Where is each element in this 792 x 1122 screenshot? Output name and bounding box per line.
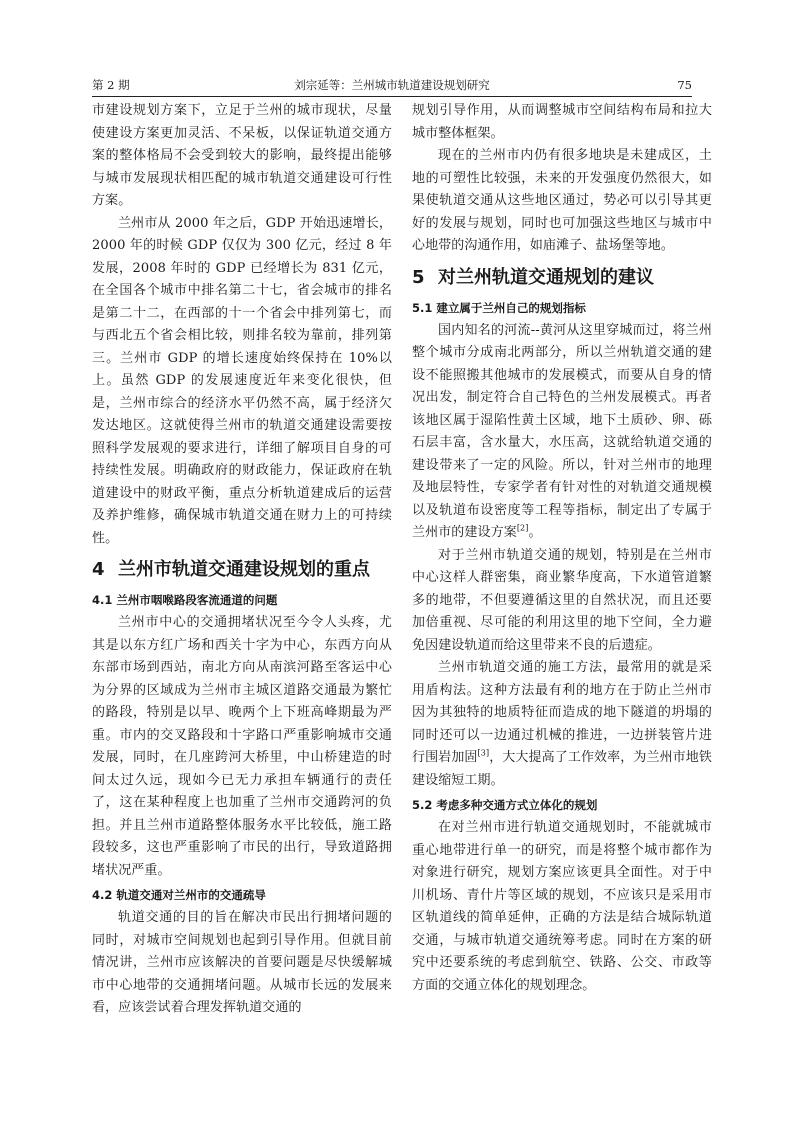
paragraph: 轨道交通的目的旨在解决市民出行拥堵问题的同时，对城市空间规划也起到引导作用。但就目前情况讲，兰州市应该解决的首要问题是尽快缓解城市中心地带的交通拥堵问题。从城市长远的发展来看，应该尝试着合理发挥轨道交通的 bbox=[92, 910, 392, 1015]
paragraph bbox=[412, 657, 712, 792]
paragraph: 兰州市从 2000 年之后，GDP 开始迅速增长，2000 年的时候 GDP 仅仅为 300 亿元，经过 8 年发展，2008 年时的 GDP 已经增长为 831 亿元，在全国各个城市中排名第二十七，省会城市的排名是第二十二，在西部的十一个省会中排列第七，而与西北五个省会相比较，则排名较为靠前，排列第三。兰州市 GDP 的增长速度始终保持在 10%以上。虽然 GDP 的发展速度近年来变化很快，但是，兰州市综合的经济水平仍然不高，属于经济欠发达地区。这就使得兰州市的轨道交通建设需要按照科学发展观的要求进行，详细了解项目自身的可持续性发展。明确政府的财政能力，保证政府在轨道建设中的财政平衡，重点分析轨道建成后的运营及养护维修，确保城市轨道交通在财力上的可持续性。 bbox=[92, 215, 392, 546]
paragraph: 对于兰州市轨道交通的规划，特别是在兰州市中心这样人群密集，商业繁华度高，下水道管道繁多的地带，不但要遵循这里的自然状况，而且还要加倍重视、尽可能的利用这里的地下空间，全力避免因建设轨道而给这里带来不良的后遗症。 bbox=[412, 547, 712, 653]
paragraph: 在对兰州市进行轨道交通规划时，不能就城市重心地带进行单一的研究，而是将整个城市都作为对象进行研究，规划方案应该更具全面性。对于中川机场、青什片等区域的规划，不应该只是采用市区轨道线的简单延伸，正确的方法是结合城际轨道交通，与城市轨道交通统筹考虑。同时在方案的研究中还要系统的考虑到航空、铁路、公交、市政等方面的交通立体化的规划理念。 bbox=[412, 820, 712, 993]
paragraph: 市建设规划方案下，立足于兰州的城市现状，尽量使建设方案更加灵活、不呆板，以保证轨道交通方案的整体格局不会受到较大的影响，最终提出能够与城市发展现状相匹配的城市轨道交通建设可行性方案。 bbox=[92, 103, 392, 208]
paragraph-text: 。 bbox=[528, 525, 542, 540]
citation-ref: [3] bbox=[477, 748, 490, 758]
subsection-heading-5-1: 5.1 建立属于兰州自己的规划指标 bbox=[412, 300, 586, 315]
page-number: 75 bbox=[677, 78, 692, 92]
header-divider bbox=[92, 96, 692, 97]
paragraph-text: 兰州市轨道交通的施工方法，最常用的就是采用盾构法。这种方法最有利的地方在于防止兰州市因为其独特的地质特征而造成的地下隧道的坍塌的同时还可以一边通过机械的推进，一边拼装管片进行围岩加固 bbox=[412, 660, 712, 765]
section-number: 5 bbox=[412, 266, 425, 288]
paragraph-text: ，大大提高了工作效率，为兰州市地铁建设缩短工期。 bbox=[412, 750, 712, 788]
paragraph-text: 国内知名的河流--黄河从这里穿城而过，将兰州整个城市分成南北两部分，所以兰州轨道交通的建设不能照搬其他城市的发展模式，而要从自身的情况出发，制定符合自己特色的兰州发展模式。再者该地区属于湿陷性黄土区域，地下土质砂、卵、砾石层丰富，含水量大，水压高，这就给轨道交通的建设带来了一定的风险。所以，针对兰州市的地理及地层特性，专家学者有针对性的对轨道交通规模以及轨道布设密度等工程等指标，制定出了专属于兰州市的建设方案 bbox=[412, 322, 712, 540]
subsection-heading-4-1: 4.1 兰州市咽喉路段客流通道的问题 bbox=[92, 593, 278, 607]
subsection-heading-4-2: 4.2 轨道交通对兰州市的交通疏导 bbox=[92, 888, 266, 902]
running-header bbox=[92, 76, 692, 94]
section-title: 兰州市轨道交通建设规划的重点 bbox=[118, 559, 370, 580]
section-number: 4 bbox=[92, 559, 105, 580]
subsection-heading-5-2: 5.2 考虑多种交通方式立体化的规划 bbox=[412, 798, 598, 812]
paragraph: 规划引导作用，从而调整城市空间结构布局和拉大城市整体框架。 bbox=[412, 103, 712, 141]
section-heading-4 bbox=[92, 556, 392, 584]
left-column bbox=[92, 100, 392, 1020]
running-title: 刘宗延等：兰州城市轨道建设规划研究 bbox=[294, 78, 490, 92]
section-heading-5 bbox=[412, 264, 712, 292]
paragraph: 现在的兰州市内仍有很多地块是未建成区，土地的可塑性比较强，未来的开发强度仍然很大，如果使轨道交通从这些地区通过，势必可以引导其更好的发展与规划，同时也可加强这些地区与城市中心地带的沟通作用，如庙滩子、盐场堡等地。 bbox=[412, 148, 712, 253]
right-column bbox=[412, 100, 712, 997]
paragraph bbox=[412, 320, 712, 545]
citation-ref: [2] bbox=[516, 523, 529, 533]
section-title: 对兰州轨道交通规划的建议 bbox=[438, 266, 654, 288]
issue-label: 第 2 期 bbox=[92, 78, 130, 92]
paragraph: 兰州市中心的交通拥堵状况至今令人头疼，尤其是以东方红广场和西关十字为中心，东西方向从东部市场到西站，南北方向从南滨河路至客运中心为分界的区域成为兰州市主城区道路交通最为繁忙的路段，特别是以早、晚两个上下班高峰期最为严重。市内的交叉路段和十字路口严重影响城市交通发展，同时，在几座跨河大桥里，中山桥建造的时间太过久远，现如今已无力承担车辆通行的责任了，这在某种程度上也加重了兰州市交通跨河的负担。并且兰州市道路整体服务水平比较低，施工路段较多，这也严重影响了市民的出行，导致道路拥堵状况严重。 bbox=[92, 615, 392, 878]
